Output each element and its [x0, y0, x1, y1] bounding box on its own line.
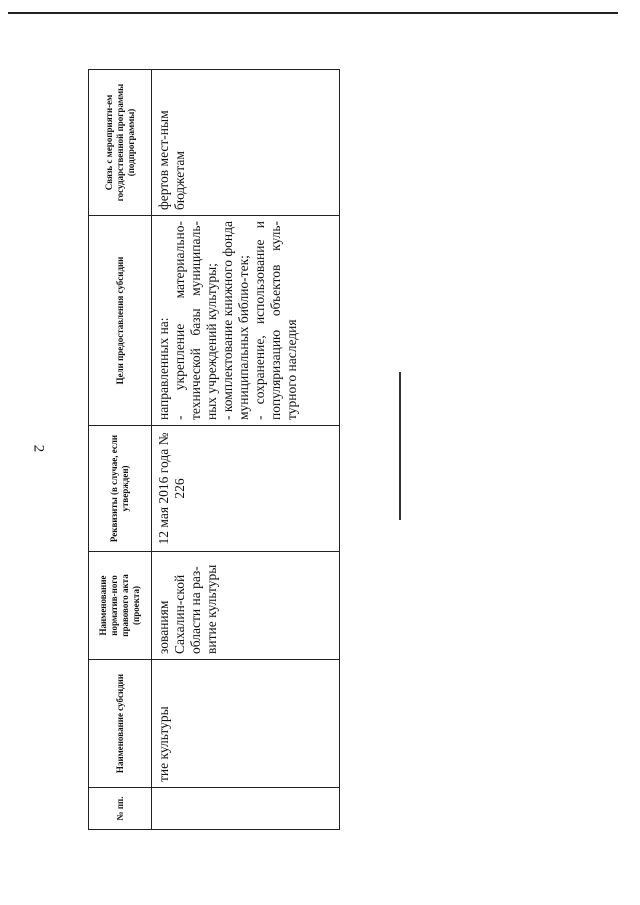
table-header-row: [89, 70, 152, 830]
header-act-name: Наименование норматив-ного правового акта (проекта): [89, 552, 152, 660]
purpose-intro: направленных на:: [156, 317, 171, 420]
header-purpose: Цели предоставления субсидии: [89, 216, 152, 426]
cell-requisites: 12 мая 2016 года № 226: [152, 426, 340, 552]
cell-program-link: фертов мест-ным бюджетам: [152, 70, 340, 216]
signature-line: [399, 372, 401, 520]
header-requisites: Реквизиты (в случае, если утвержден): [89, 426, 152, 552]
cell-purpose: [152, 216, 340, 426]
top-rule: [8, 12, 618, 14]
purpose-item: - сохранение, использование и популяризацию объектов куль-турного наследия: [252, 221, 299, 420]
cell-subsidy-name: тие культуры: [152, 660, 340, 788]
cell-act-name: зованиям Сахалин-ской области на раз-витие культуры: [152, 552, 340, 660]
table-row: [152, 70, 340, 830]
purpose-item: - укрепление материально-технической базы муниципаль-ных учреждений культуры;: [172, 221, 219, 420]
header-number: № пп.: [89, 788, 152, 830]
subsidy-table: [88, 70, 340, 830]
header-program-link: Связь с мероприяти-ем государственной программы (подпрограммы): [89, 70, 152, 216]
page-number: 2: [30, 444, 47, 453]
cell-number: [152, 788, 340, 830]
purpose-item: - комплектование книжного фонда муниципальных библио-тек;: [220, 221, 251, 420]
header-subsidy-name: Наименование субсидии: [89, 660, 152, 788]
